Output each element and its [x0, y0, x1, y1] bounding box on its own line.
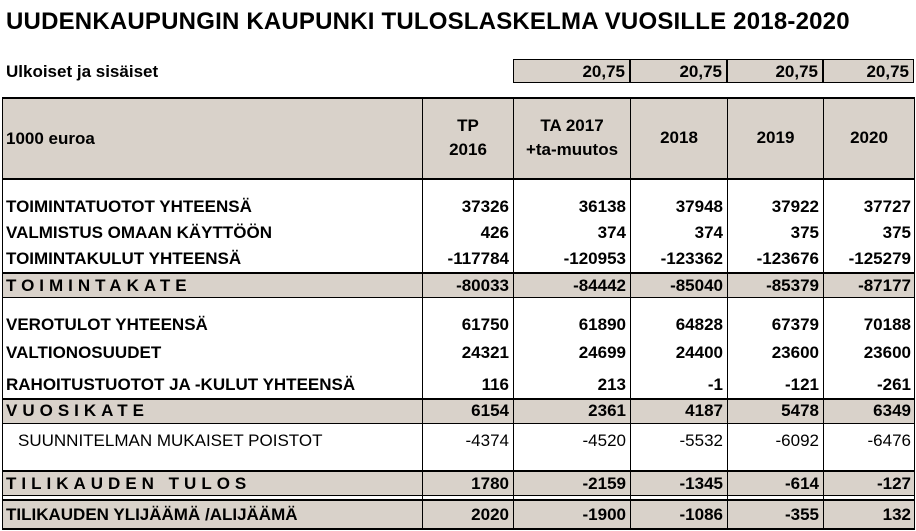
row-value: -1086 [679, 505, 723, 524]
row-value: -123676 [756, 249, 819, 268]
rule-vuosikate-top [2, 398, 915, 400]
row-value: 37326 [461, 197, 509, 216]
row-value: -117784 [447, 249, 509, 268]
row-value: -6092 [775, 431, 819, 450]
rule-tulos-bottom [2, 495, 915, 496]
row-value: 213 [597, 375, 626, 394]
row-value: 61750 [461, 315, 509, 334]
row-value: 37727 [863, 197, 911, 216]
row-label: SUUNNITELMAN MUKAISET POISTOT [18, 431, 323, 450]
row-value: -127 [876, 474, 911, 493]
row-value: -5532 [679, 431, 723, 450]
row-value: -1900 [582, 505, 626, 524]
vrule-0 [2, 97, 3, 530]
row-value: -87177 [858, 276, 911, 295]
row-value: -84442 [573, 276, 626, 295]
row-value: -123362 [660, 249, 723, 268]
row-label: RAHOITUSTUOTOT JA -KULUT YHTEENSÄ [6, 375, 356, 394]
row-label: VUOSIKATE [6, 401, 149, 420]
row-label: TILIKAUDEN TULOS [6, 474, 252, 493]
rule-top [2, 97, 915, 99]
row-value: -4374 [465, 431, 509, 450]
row-value: 426 [480, 223, 509, 242]
unit-label: 1000 euroa [6, 129, 95, 148]
rule-ylijaama-top [2, 499, 915, 501]
header-ta-2017: TA 2017 +ta-muutos [525, 116, 619, 159]
row-value: 36138 [578, 197, 626, 216]
row-value: -2159 [582, 474, 626, 493]
row-value: -355 [784, 505, 819, 524]
row-value: -85379 [766, 276, 819, 295]
row-value: 23600 [771, 343, 819, 362]
rule-toimintakate-bottom [2, 297, 915, 298]
row-value: 1780 [471, 474, 509, 493]
tax-rate-2018: 20,75 [630, 59, 727, 83]
row-label: VALTIONOSUUDET [6, 343, 162, 362]
row-value: -6476 [867, 431, 911, 450]
row-value: -120953 [563, 249, 626, 268]
tax-rate-2019: 20,75 [727, 59, 823, 83]
rule-header-bottom [2, 178, 915, 180]
row-value: 6349 [873, 401, 911, 420]
row-value: 6154 [471, 401, 509, 420]
vrule-6 [914, 97, 915, 530]
row-value: 23600 [863, 343, 911, 362]
row-label: VEROTULOT YHTEENSÄ [6, 315, 208, 334]
row-value: 24400 [675, 343, 723, 362]
tax-rate-tp-ta: 20,75 [513, 59, 630, 83]
row-value: -261 [876, 375, 911, 394]
row-label: TOIMINTAKULUT YHTEENSÄ [6, 249, 242, 268]
row-value: 64828 [675, 315, 723, 334]
row-value: -121 [784, 375, 819, 394]
row-value: 61890 [578, 315, 626, 334]
page-title: UUDENKAUPUNGIN KAUPUNKI TULOSLASKELMA VUOSILLE 2018-2020 [6, 8, 850, 35]
row-value: 70188 [863, 315, 911, 334]
row-value: 375 [790, 223, 819, 242]
row-label: VALMISTUS OMAAN KÄYTTÖÖN [6, 223, 273, 242]
header-tp-2016: TP 2016 [449, 116, 487, 159]
rule-vuosikate-bottom [2, 423, 915, 424]
vrule-5 [823, 97, 824, 530]
row-value: -1 [707, 375, 723, 394]
row-value: -4520 [582, 431, 626, 450]
row-value: 4187 [685, 401, 723, 420]
row-value: 37922 [771, 197, 819, 216]
rule-tulos-top [2, 470, 915, 472]
row-value: 132 [882, 505, 911, 524]
tax-rate-label: Ulkoiset ja sisäiset [6, 62, 159, 81]
vrule-3 [630, 97, 631, 530]
vrule-4 [727, 97, 728, 530]
rule-bottom [2, 528, 915, 530]
row-value: -125279 [848, 249, 911, 268]
row-value: -614 [784, 474, 819, 493]
row-label: TILIKAUDEN YLIJÄÄMÄ /ALIJÄÄMÄ [6, 505, 298, 524]
row-value: 5478 [781, 401, 819, 420]
row-value: 24699 [578, 343, 626, 362]
rule-toimintakate-top [2, 272, 915, 274]
row-value: 37948 [675, 197, 723, 216]
row-value: 374 [694, 223, 723, 242]
tax-rate-2020: 20,75 [823, 59, 914, 83]
row-value: 116 [481, 375, 509, 394]
row-value: 375 [882, 223, 911, 242]
row-value: 67379 [771, 315, 819, 334]
header-2020: 2020 [850, 128, 888, 147]
header-2019: 2019 [756, 128, 795, 147]
row-value: 2020 [471, 505, 509, 524]
row-label: TOIMINTAKATE [6, 276, 192, 295]
row-value: -80033 [456, 276, 509, 295]
row-label: TOIMINTATUOTOT YHTEENSÄ [6, 197, 252, 216]
row-value: 374 [597, 223, 626, 242]
row-value: -1345 [679, 474, 723, 493]
row-value: 24321 [461, 343, 509, 362]
row-value: -85040 [670, 276, 723, 295]
header-2018: 2018 [660, 128, 698, 147]
row-value: 2361 [588, 401, 626, 420]
